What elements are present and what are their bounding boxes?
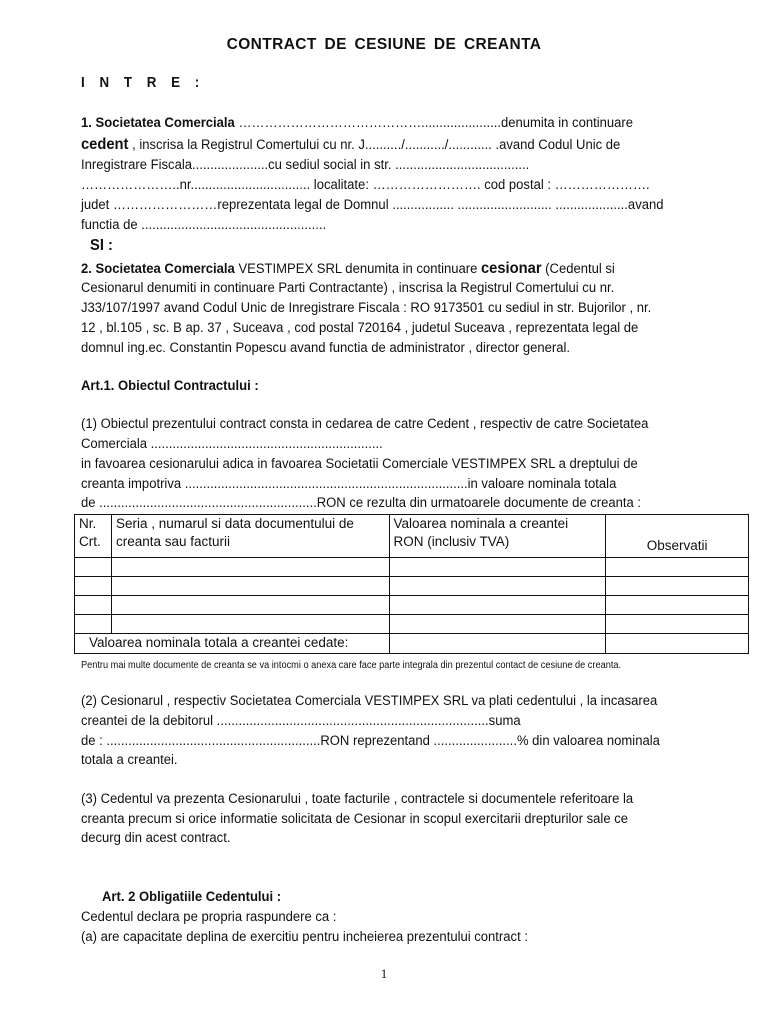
table-cell[interactable] bbox=[389, 615, 606, 634]
party1-line-6: functia de ................................................... bbox=[81, 217, 327, 233]
table-cell[interactable] bbox=[75, 596, 112, 615]
art1-p1-line-1: (1) Obiectul prezentului contract consta in cedarea de catre Cedent , respectiv de catre Societatea bbox=[81, 416, 649, 432]
party1-line-1-text: ……………………………………......................denumita in continuare bbox=[234, 115, 634, 131]
party1-line-4: …………………..nr................................. localitate: ……………………. cod postal : …………………. bbox=[81, 177, 650, 193]
page-number: 1 bbox=[380, 966, 388, 981]
party1-line-3: Inregistrare Fiscala.....................cu sediul social in str. ..................................... bbox=[81, 157, 530, 173]
p3-line-2: creanta precum si orice informatie solicitata de Cesionar in scopul exercitarii drepturilor sale ce bbox=[81, 811, 628, 827]
table-row bbox=[75, 558, 749, 577]
table-cell[interactable] bbox=[111, 577, 389, 596]
party1-label: 1. Societatea Comerciala bbox=[81, 115, 235, 131]
party2-line-1-mid: VESTIMPEX SRL denumita in continuare bbox=[234, 261, 481, 277]
art2-line-2: (a) are capacitate deplina de exercitiu pentru incheierea prezentului contract : bbox=[81, 929, 528, 945]
table-header-row bbox=[75, 515, 749, 558]
party2-line-1-end: (Cedentul si bbox=[541, 261, 615, 277]
header-observations: Observatii bbox=[606, 515, 749, 558]
table-cell[interactable] bbox=[111, 558, 389, 577]
header-document: Seria , numarul si data documentului de creanta sau facturii bbox=[111, 515, 389, 558]
p3-line-3: decurg din acest contract. bbox=[81, 830, 231, 846]
table-row bbox=[75, 596, 749, 615]
p2-line-2: creantei de la debitorul ...........................................................................suma bbox=[81, 713, 521, 729]
art1-p1-line-3: in favoarea cesionarului adica in favoarea Societatii Comerciale VESTIMPEX SRL a dreptului de bbox=[81, 456, 638, 472]
p2-line-4: totala a creantei. bbox=[81, 752, 178, 768]
document-title: CONTRACT DE CESIUNE DE CREANTA bbox=[226, 36, 542, 53]
si-connector: SI : bbox=[90, 237, 113, 254]
party2-label: 2. Societatea Comerciala bbox=[81, 261, 235, 277]
receivables-table bbox=[74, 514, 749, 654]
p2-line-1: (2) Cesionarul , respectiv Societatea Comerciala VESTIMPEX SRL va plati cedentului , la incasarea bbox=[81, 693, 658, 709]
art1-heading: Art.1. Obiectul Contractului : bbox=[81, 378, 259, 394]
cesionar-term: cesionar bbox=[480, 260, 542, 277]
table-cell[interactable] bbox=[75, 615, 112, 634]
table-cell[interactable] bbox=[606, 615, 749, 634]
table-cell[interactable] bbox=[75, 577, 112, 596]
cedent-term: cedent bbox=[81, 136, 129, 153]
total-observations-cell[interactable] bbox=[606, 634, 749, 654]
total-label: Valoarea nominala totala a creantei cedate: bbox=[75, 634, 390, 654]
header-nr-crt: Nr. Crt. bbox=[75, 515, 112, 558]
p3-line-1: (3) Cedentul va prezenta Cesionarului , toate facturile , contractele si documentele referitoare la bbox=[81, 791, 634, 807]
table-total-row bbox=[75, 634, 749, 654]
party1-line-2 bbox=[81, 135, 707, 155]
table-row bbox=[75, 615, 749, 634]
header-nominal-value: Valoarea nominala a creantei RON (inclusiv TVA) bbox=[389, 515, 606, 558]
table-cell[interactable] bbox=[389, 558, 606, 577]
parties-heading: I N T R E : bbox=[81, 75, 205, 91]
art1-p1-line-4: creanta impotriva ..............................................................................in valoare nominala totala bbox=[81, 476, 617, 492]
party2-line-4: 12 , bl.105 , sc. B ap. 37 , Suceava , cod postal 720164 , judetul Suceava , reprezentata legal de bbox=[81, 320, 639, 336]
table-cell[interactable] bbox=[606, 596, 749, 615]
art1-p1-line-5: de ............................................................RON ce rezulta din urmatoarele documente de creanta : bbox=[81, 495, 642, 511]
party2-line-2: Cesionarul denumiti in continuare Parti Contractante) , inscrisa la Registrul Comertului cu nr. bbox=[81, 280, 615, 296]
table-cell[interactable] bbox=[389, 577, 606, 596]
party1-line-5: judet ……………………reprezentata legal de Domnul ................. .......................... ....................avand bbox=[81, 197, 664, 213]
table-cell[interactable] bbox=[606, 577, 749, 596]
table-cell[interactable] bbox=[75, 558, 112, 577]
art2-line-1: Cedentul declara pe propria raspundere ca : bbox=[81, 909, 337, 925]
party1-line-1 bbox=[81, 114, 707, 133]
table-cell[interactable] bbox=[111, 615, 389, 634]
table-cell[interactable] bbox=[606, 558, 749, 577]
art1-p1-line-2: Comerciala ................................................................ bbox=[81, 436, 383, 452]
table-footnote: Pentru mai multe documente de creanta se va intocmi o anexa care face parte integrala din prezentul contact de cesiune de creanta. bbox=[81, 660, 622, 671]
total-value-cell[interactable] bbox=[389, 634, 606, 654]
table-cell[interactable] bbox=[389, 596, 606, 615]
table-cell[interactable] bbox=[111, 596, 389, 615]
p2-line-3: de : ...........................................................RON reprezentand .......................% din valoarea nominala bbox=[81, 733, 660, 749]
art2-heading: Art. 2 Obligatiile Cedentului : bbox=[102, 889, 282, 905]
party2-line-1 bbox=[81, 259, 707, 279]
party2-line-3: J33/107/1997 avand Codul Unic de Inregistrare Fiscala : RO 9173501 cu sediul in str. Bujorilor , nr. bbox=[81, 300, 652, 316]
party2-line-5: domnul ing.ec. Constantin Popescu avand functia de administrator , director general. bbox=[81, 340, 571, 356]
party1-line-2-text: , inscrisa la Registrul Comertului cu nr. J........../.........../............ .avand Codul Unic de bbox=[128, 137, 621, 153]
table-row bbox=[75, 577, 749, 596]
